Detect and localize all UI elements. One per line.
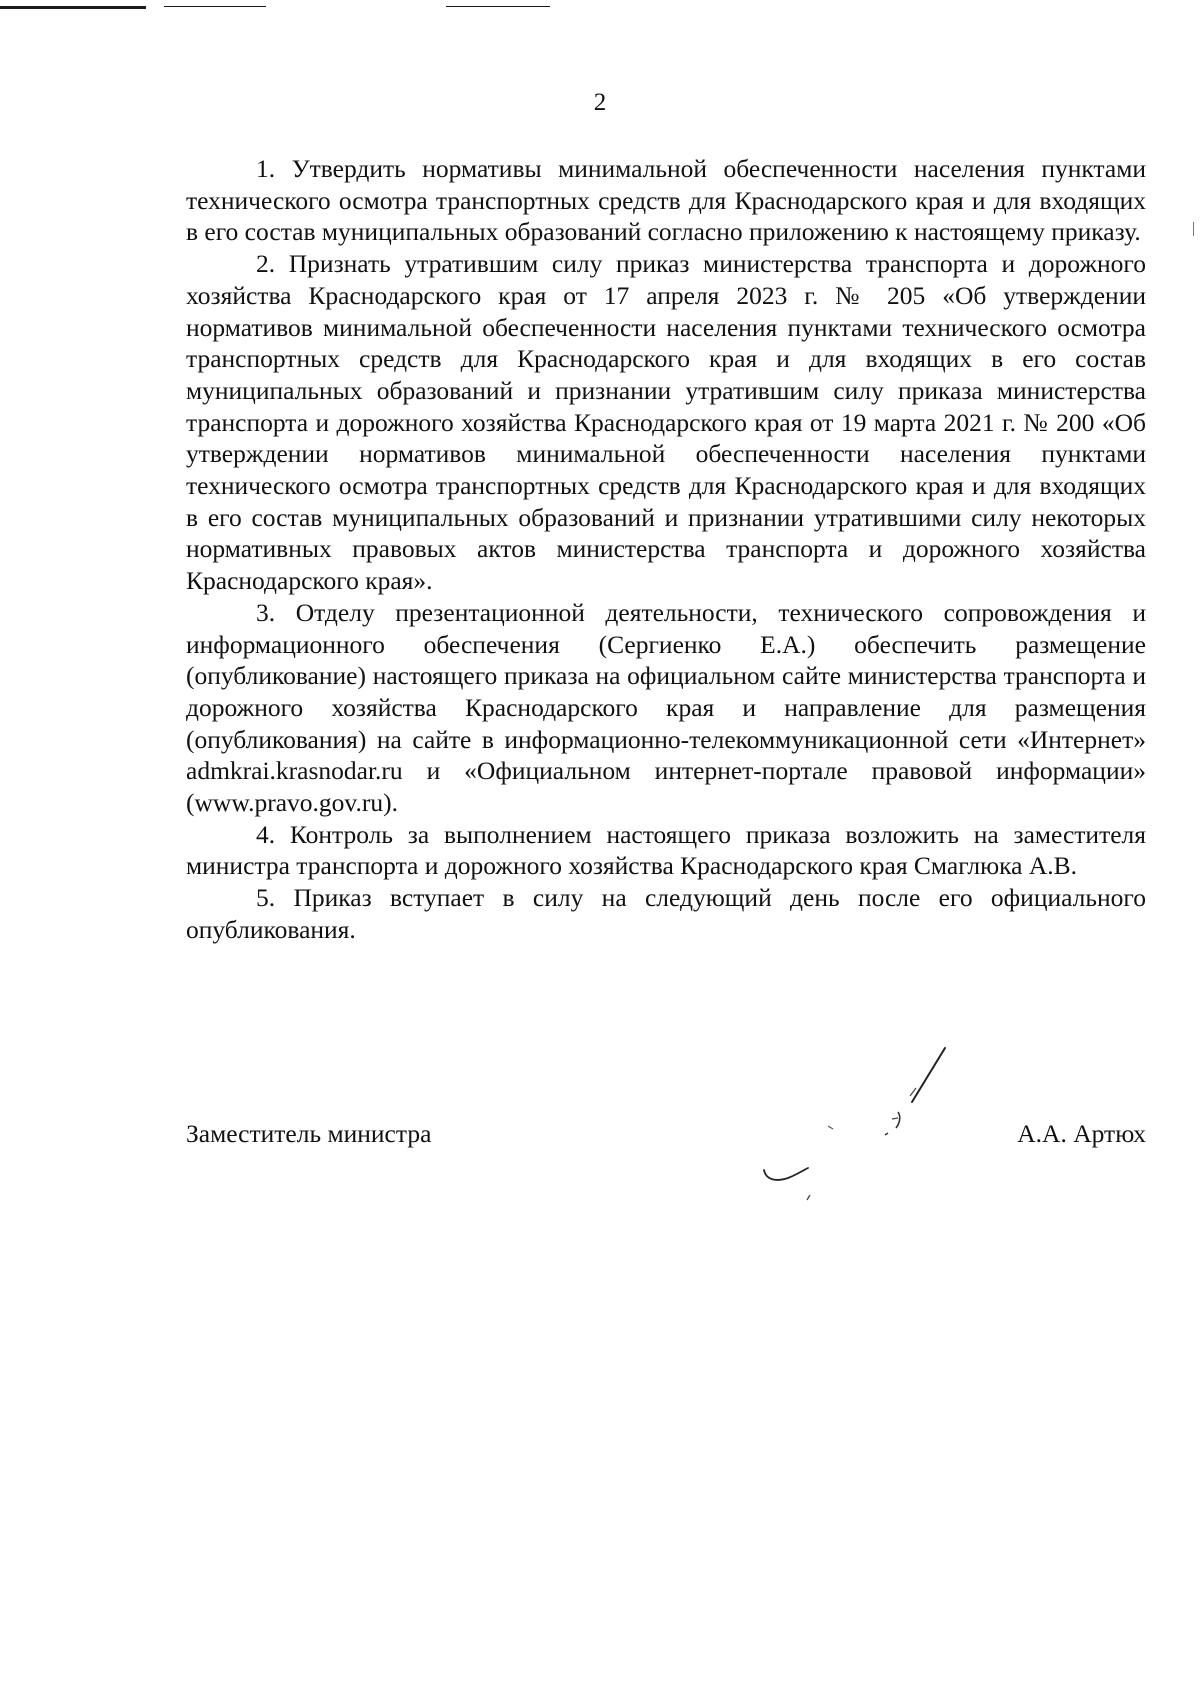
signature-block: [186, 1118, 1146, 1158]
signer-name: А.А. Артюх: [1017, 1119, 1146, 1148]
scan-edge-line: [164, 6, 266, 7]
scan-edge-line: [446, 6, 550, 7]
paragraph-4: 4. Контроль за выполнением настоящего приказа возложить на заместителя министра транспорта и дорожного хозяйства Краснодарского края Смаглюка А.В.: [186, 819, 1146, 881]
paragraph-2: 2. Признать утратившим силу приказ министерства транспорта и дорожного хозяйства Краснодарского края от 17 апреля 2023 г. № 205 «Об утверждении нормативов минимальной обеспеченности населения пунктами технического осмотра транспортных средств для Краснодарского края и для входящих в его состав муниципальных образований и признании утратившим силу приказа министерства транспорта и дорожного хозяйства Краснодарского края от 19 марта 2021 г. № 200 «Об утверждении нормативов минимальной обеспеченности населения пунктами технического осмотра транспортных средств для Краснодарского края и для входящих в его состав муниципальных образований и признании утратившими силу некоторых нормативных правовых актов министерства транспорта и дорожного хозяйства Краснодарского края».: [186, 249, 1146, 596]
paragraph-1: 1. Утвердить нормативы минимальной обеспеченности населения пунктами технического осмотра транспортных средств для Краснодарского края и для входящих в его состав муниципальных образований согласно приложению к настоящему приказу.: [186, 154, 1146, 247]
paragraph-5: 5. Приказ вступает в силу на следующий день после его официального опубликования.: [186, 883, 1146, 944]
scan-edge-mark: [1193, 222, 1194, 236]
signer-position: Заместитель министра: [186, 1119, 432, 1148]
document-body: [186, 153, 1146, 946]
page-number: 2: [593, 89, 607, 116]
paragraph-3: 3. Отделу презентационной деятельности, технического сопровождения и информационного обеспечения (Сергиенко Е.А.) обеспечить размещение (опубликование) настоящего приказа на официальном сайте министерства транспорта и дорожного хозяйства Краснодарского края и направление для размещения (опубликования) на сайте в информационно-телекоммуникационной сети «Интернет» admkrai.krasnodar.ru и «Официальном интернет-портале правовой информации» (www.pravo.gov.ru).: [186, 597, 1146, 818]
handwritten-signature: [740, 1040, 980, 1230]
scan-edge-line: [0, 6, 146, 9]
